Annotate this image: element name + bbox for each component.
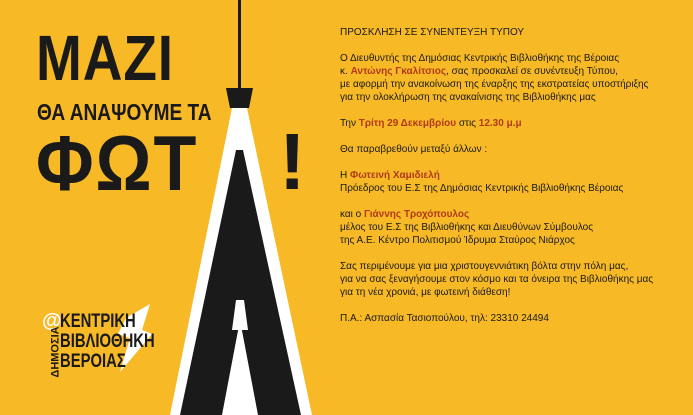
attendee-1-name: Φωτεινή Χαμιδιελή [350, 170, 440, 181]
attendee-2-prefix: και ο [340, 209, 362, 220]
event-date: Τρίτη 29 Δεκεμβρίου [358, 118, 457, 129]
intro-line-3: με αφορμή την ανακοίνωση της έναρξης της εκστρατείας υποστήριξης [340, 79, 649, 90]
headline-fota: ΦΩΤ [36, 119, 199, 207]
logo-line-2: ΒΙΒΛΙΟΘΗΚΗ [60, 331, 155, 352]
headline-exclamation: ! [279, 117, 306, 206]
lamp-shade [226, 88, 253, 108]
logo-side-text: ΔΗΜΟΣΙΑ [49, 326, 62, 378]
director-name: Αντώνης Γκαλίτσιος [350, 66, 447, 77]
intro-line-4: για την ολοκλήρωση της ανακαίνισης της Βιβλιοθήκης μας [340, 92, 596, 103]
date-prefix: Την [340, 118, 356, 129]
invitation-title: ΠΡΟΣΚΛΗΣΗ ΣΕ ΣΥΝΕΝΤΕΥΞΗ ΤΥΠΟΥ [340, 27, 525, 38]
invitation-text [340, 26, 685, 325]
attendee-2-role-1: μέλος του Ε.Σ της Βιβλιοθήκης και Διευθύνων Σύμβουλος [340, 222, 594, 233]
intro-line-2-rest: , σας προσκαλεί σε συνέντευξη Τύπου, [446, 66, 618, 77]
closing-line-3: για τη νέα χρονιά, με φωτεινή διάθεση! [340, 287, 511, 298]
attendee-2-name: Γιάννης Τροχόπουλος [364, 209, 470, 220]
event-time: 12.30 μ.μ [478, 118, 522, 129]
attendees-intro: Θα παραβρεθούν μεταξύ άλλων : [340, 144, 488, 155]
logo-at-sign: @ [42, 310, 62, 332]
headline-subline: ΘΑ ΑΝΑΨΟΥΜΕ ΤΑ [37, 99, 212, 125]
attendee-2-line [340, 208, 685, 221]
attendee-1-role: Πρόεδρος του Ε.Σ της Δημόσιας Κεντρικής Βιβλιοθήκης Βέροιας [340, 183, 624, 194]
intro-prefix: κ. [340, 66, 348, 77]
intro-line-1: Ο Διευθυντής της Δημόσιας Κεντρικής Βιβλιοθήκης της Βέροιας [340, 53, 620, 64]
attendee-2-role-2: της Α.Ε. Κέντρο Πολιτισμού Ίδρυμα Σταύρος Νιάρχος [340, 235, 575, 246]
attendee-1-prefix: Η [340, 170, 348, 181]
logo-line-3: ΒΕΡΟΙΑΣ [60, 351, 126, 372]
intro-line-2 [340, 65, 685, 78]
lamp-cord [238, 0, 241, 88]
headline-mazi: ΜΑΖΙ [36, 22, 174, 94]
date-line [340, 117, 685, 130]
contact-line: Π.Α.: Ασπασία Τασιοπούλου, τηλ: 23310 24494 [340, 313, 549, 324]
library-logo [42, 310, 162, 382]
logo-line-1: ΚΕΝΤΡΙΚΗ [60, 311, 136, 332]
time-prefix: στις [458, 118, 476, 129]
closing-line-1: Σας περιμένουμε για μια χριστουγεννιάτικη βόλτα στην πόλη μας, [340, 261, 629, 272]
attendee-1-line [340, 169, 685, 182]
closing-line-2: για να σας ξεναγήσουμε στον κόσμο και τα όνειρα της Βιβλιοθήκης μας [340, 274, 654, 285]
